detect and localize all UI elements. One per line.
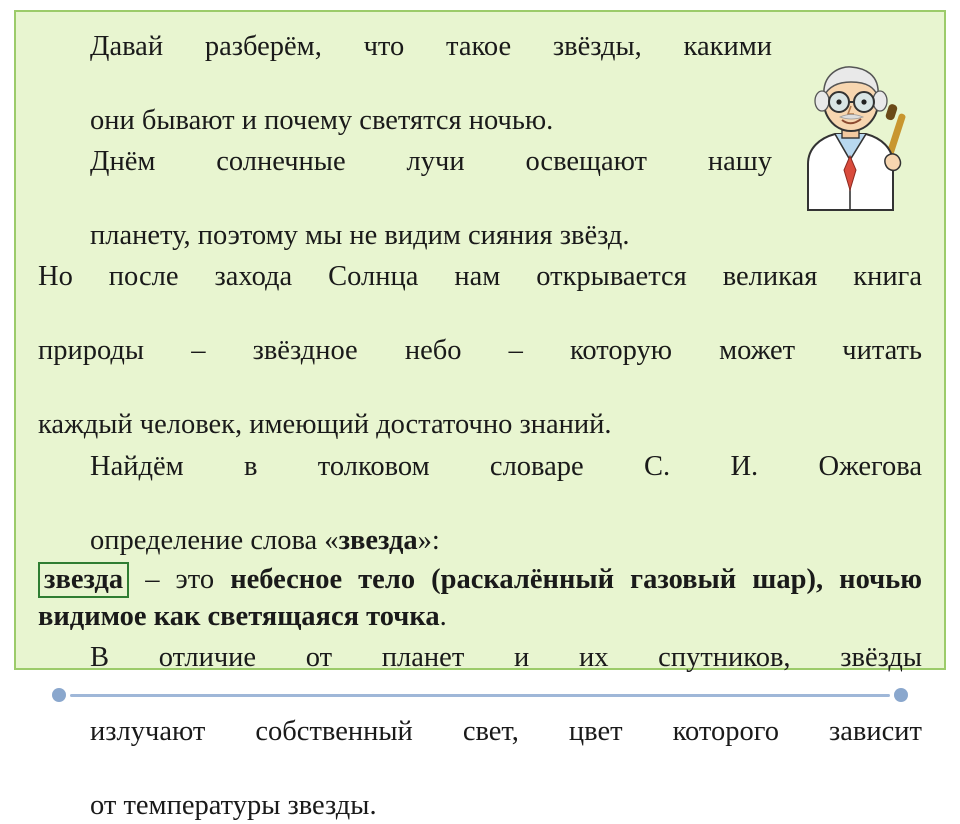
footer-dot-right [894, 688, 908, 702]
p4-word-zvezda: звезда [338, 524, 418, 556]
p6-line-1: В отличие от планет и их спутников, звёзды [90, 641, 922, 673]
p4-text-after: »: [417, 524, 440, 556]
p4-text-before: определение слова « [90, 524, 339, 556]
footer-divider [70, 694, 890, 697]
p3-line-1: Но после захода Солнца нам открывается великая книга [38, 261, 922, 293]
definition-body: небесное тело (раскалённый газовый шар), ночью видимое как светящаяся точка [38, 563, 923, 632]
paragraph-4 [38, 448, 922, 559]
p4-line-2 [38, 522, 922, 559]
definition-period: . [439, 600, 447, 632]
p3-line-3: каждый человек, имеющий достаточно знаний. [38, 409, 612, 441]
content-panel [14, 10, 946, 821]
p2-line-2: планету, поэтому мы не видим сияния звёзд. [90, 220, 630, 252]
definition-paragraph [38, 561, 922, 635]
definition-term-box: звезда [38, 562, 129, 598]
p2-line-1: Днём солнечные лучи освещают нашу [90, 146, 772, 178]
definition-dash: – это [129, 563, 231, 595]
p4-line-1: Найдём в толковом словаре С. И. Ожегова [90, 450, 922, 482]
paragraph-3 [38, 258, 922, 443]
p1-line-1: Давай разберём, что такое звёзды, какими [90, 31, 772, 62]
p3-line-2: природы – звёздное небо – которую может читать [38, 335, 922, 367]
p6-line-3: от температуры звезды. [90, 789, 377, 821]
footer-dot-left [52, 688, 66, 702]
footer-decoration [44, 688, 916, 702]
p1-line-2: они бывают и почему светятся ночью. [90, 105, 554, 137]
paragraph-6 [38, 639, 922, 824]
professor-icon [788, 60, 920, 212]
p6-line-2: излучают собственный свет, цвет которого зависит [90, 715, 922, 747]
